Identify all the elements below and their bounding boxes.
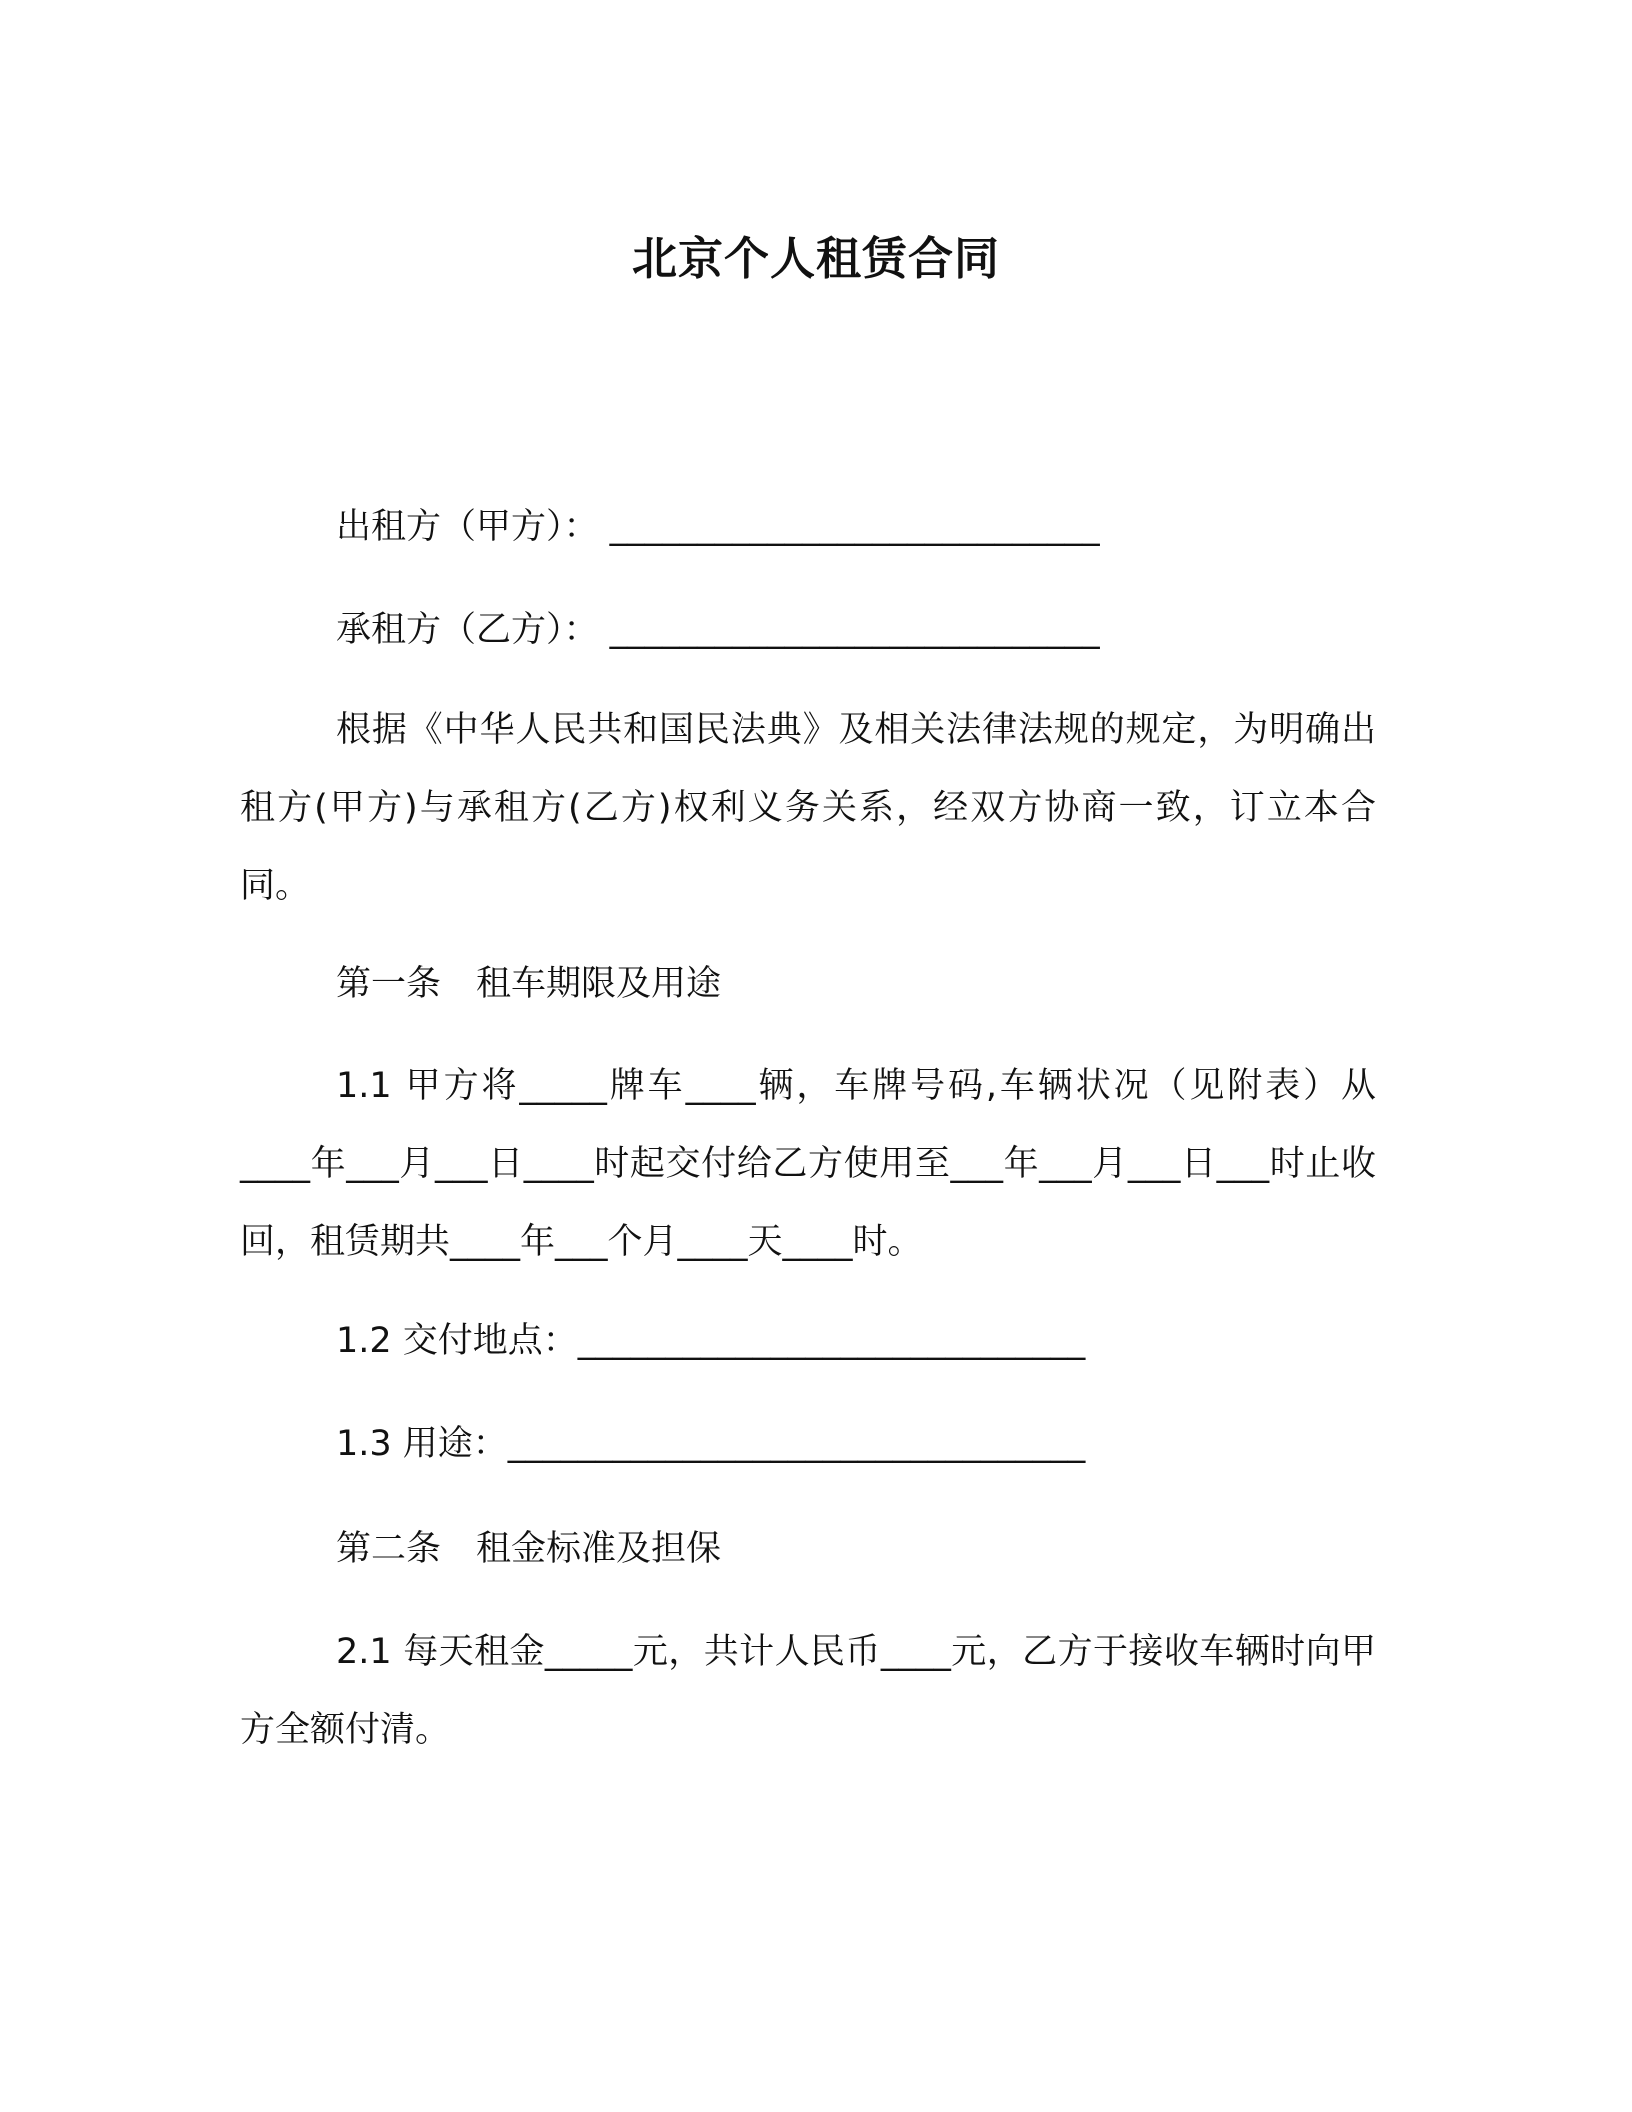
document-title: 北京个人租赁合同 [631, 232, 1000, 285]
preamble-paragraph: 根据《中华人民共和国民法典》及相关法律法规的规定，为明确出租方(甲方)与承租方(乙方)权利义务关系，经双方协商一致，订立本合同。 [240, 710, 1376, 906]
clause-1-1: 1.1 甲方将_____牌车____辆，车牌号码,车辆状况（见附表）从____年___月___日____时起交付给乙方使用至___年___月___日___时止收回，租赁期共____年___个月____天____时。 [240, 1066, 1376, 1262]
lessor-line: 出租方（甲方）： ____________________________ [336, 507, 1100, 547]
article-1-heading: 第一条 租车期限及用途 [336, 964, 722, 1004]
clause-1-3: 1.3 用途：_________________________________ [336, 1424, 1086, 1464]
clause-2-1: 2.1 每天租金_____元，共计人民币____元，乙方于接收车辆时向甲方全额付清。 [240, 1632, 1376, 1750]
lessee-line: 承租方（乙方）： ____________________________ [336, 610, 1100, 650]
clause-1-2: 1.2 交付地点：_____________________________ [336, 1321, 1086, 1361]
article-2-heading: 第二条 租金标准及担保 [336, 1529, 722, 1569]
